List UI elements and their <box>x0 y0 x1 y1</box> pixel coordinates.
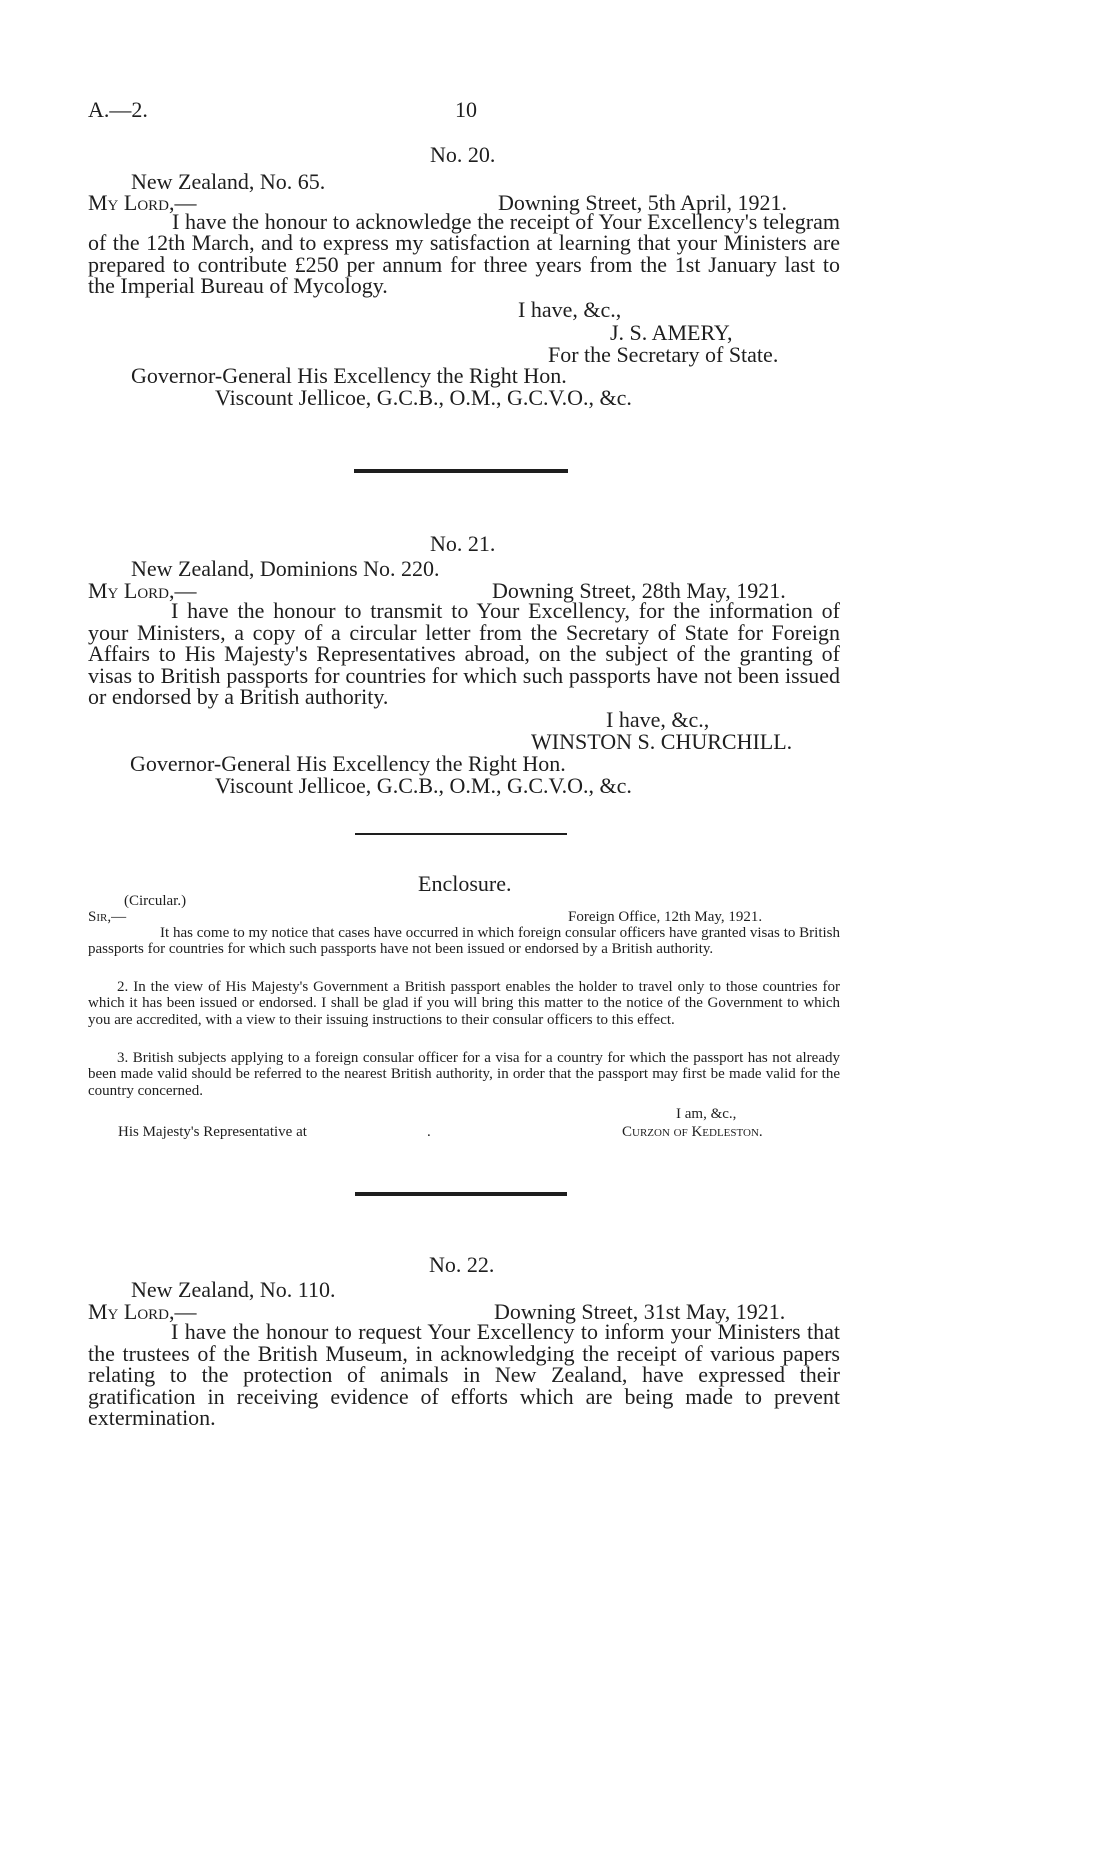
document-reference: A.—2. <box>88 97 148 122</box>
enclosure-heading: Enclosure. <box>418 871 512 896</box>
closing: I have, &c., <box>518 297 622 322</box>
addressee-blank-dot: . <box>427 1124 431 1140</box>
page-number: 10 <box>455 97 477 122</box>
salutation: My Lord,— <box>88 190 197 215</box>
addressee-line-1: Governor-General His Excellency the Right Hon. <box>130 751 566 776</box>
enclosure-paragraph: 3. British subjects applying to a foreign consular officer for a visa for a country for which the passport has not already been made valid should be referred to the nearest British authority, in order that the passport may first be made valid for the country concerned. <box>88 1050 840 1099</box>
addressee-line-1: Governor-General His Excellency the Right Hon. <box>131 363 567 388</box>
letter-body: I have the honour to request Your Excellency to inform your Ministers that the trustees of the British Museum, in acknowledging the receipt of various papers relating to the protection of animals in New Zealand, have expressed their gratification in receiving evidence of efforts which are being made to prevent extermination. <box>88 1319 840 1431</box>
addressee-line-2: Viscount Jellicoe, G.C.B., O.M., G.C.V.O., &c. <box>215 385 632 410</box>
signature-title: For the Secretary of State. <box>548 342 779 367</box>
letter-number: No. 20. <box>430 142 496 167</box>
signature: Curzon of Kedleston. <box>622 1124 763 1140</box>
enclosure-paragraph: 2. In the view of His Majesty's Government a British passport enables the holder to travel only to those countries for which it has been issued or endorsed. I shall be glad if you will bring this matter to the notice of the Government to which you are accredited, with a view to their issuing instructions to their consular officers to this effect. <box>88 979 840 1028</box>
place-date: Downing Street, 5th April, 1921. <box>498 190 788 215</box>
section-divider <box>354 469 568 473</box>
signature: WINSTON S. CHURCHILL. <box>531 729 793 754</box>
place-date: Downing Street, 28th May, 1921. <box>492 578 786 603</box>
salutation: Sir,— <box>88 909 127 925</box>
place-date: Foreign Office, 12th May, 1921. <box>568 909 763 925</box>
circular-label: (Circular.) <box>124 893 187 909</box>
addressee: His Majesty's Representative at <box>118 1124 307 1140</box>
dispatch-reference: New Zealand, Dominions No. 220. <box>131 556 440 581</box>
dispatch-reference: New Zealand, No. 110. <box>131 1277 336 1302</box>
signature: J. S. AMERY, <box>610 320 733 345</box>
letter-body: I have the honour to acknowledge the receipt of Your Excellency's telegram of the 12th March, and to express my satisfaction at learning that your Ministers are prepared to contribute £250 per annum for three years from the 1st January last to the Imperial Bureau of Mycology. <box>88 209 840 299</box>
enclosure-paragraph: It has come to my notice that cases have occurred in which foreign consular officers have granted visas to British passports for countries for which such passports have not been issued or endorsed by a British authority. <box>88 925 840 958</box>
section-divider <box>355 833 567 835</box>
salutation: My Lord,— <box>88 578 197 603</box>
place-date: Downing Street, 31st May, 1921. <box>494 1299 786 1324</box>
dispatch-reference: New Zealand, No. 65. <box>131 169 326 194</box>
section-divider <box>355 1192 567 1196</box>
letter-number: No. 22. <box>429 1252 495 1277</box>
closing: I have, &c., <box>606 707 710 732</box>
letter-number: No. 21. <box>430 531 496 556</box>
letter-body: I have the honour to transmit to Your Excellency, for the information of your Ministers, a copy of a circular letter from the Secretary of State for Foreign Affairs to His Majesty's Representatives abroad, on the subject of the granting of visas to British passports for countries for which such passports have not been issued or endorsed by a British authority. <box>88 598 840 710</box>
closing: I am, &c., <box>676 1106 737 1122</box>
salutation: My Lord,— <box>88 1299 197 1324</box>
addressee-line-2: Viscount Jellicoe, G.C.B., O.M., G.C.V.O., &c. <box>215 773 632 798</box>
